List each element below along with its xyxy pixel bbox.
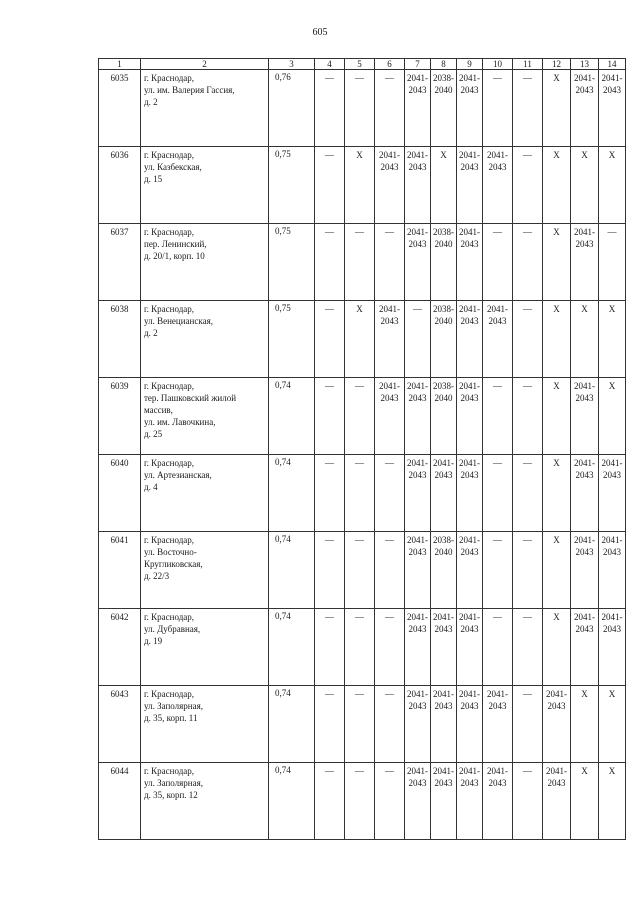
period-cell: — [513,763,543,840]
period-cell: X [345,301,375,378]
period-cell: — [345,70,375,147]
period-cell: — [483,70,513,147]
period-cell: X [599,378,626,455]
column-header: 6 [375,59,405,70]
row-number: 6044 [99,763,141,840]
address-line: тер. Пашковский жилой [144,393,237,403]
period-cell: 2041-2043 [599,532,626,609]
period-cell: X [543,378,571,455]
address-line: ул. Заполярная, [144,701,204,711]
period-cell: 2041-2043 [375,147,405,224]
column-header: 10 [483,59,513,70]
period-cell: — [345,609,375,686]
row-number: 6038 [99,301,141,378]
period-cell: X [599,147,626,224]
column-header: 4 [315,59,345,70]
period-cell: 2041-2043 [483,686,513,763]
period-cell: 2041-2043 [571,378,599,455]
column-header: 11 [513,59,543,70]
period-cell: X [345,147,375,224]
address-line: г. Краснодар, [144,458,195,468]
table-row [99,686,626,763]
period-cell: 2041-2043 [571,532,599,609]
address-cell [141,686,269,763]
period-cell: 2041-2043 [405,378,431,455]
address-line: ул. им. Валерия Гассия, [144,85,235,95]
period-cell: 2041-2043 [431,686,457,763]
period-cell: 2041-2043 [405,532,431,609]
period-cell: 2041-2043 [405,455,431,532]
period-cell: 2041-2043 [457,532,483,609]
coefficient-cell: 0,75 [269,301,315,378]
table-row [99,301,626,378]
register-table [98,58,626,840]
period-cell: 2041-2043 [457,609,483,686]
address-line: д. 2 [144,328,158,338]
period-cell: — [375,532,405,609]
period-cell: — [375,455,405,532]
table-row [99,532,626,609]
address-line: г. Краснодар, [144,227,195,237]
address-line: ул. Заполярная, [144,778,204,788]
period-cell: — [375,686,405,763]
column-header: 5 [345,59,375,70]
address-line: д. 25 [144,429,163,439]
period-cell: X [571,686,599,763]
table-row [99,70,626,147]
table-row [99,224,626,301]
period-cell: — [483,609,513,686]
period-cell: X [543,70,571,147]
period-cell: — [483,455,513,532]
period-cell: — [375,609,405,686]
period-cell: 2038-2040 [431,301,457,378]
page-number: 605 [312,27,328,38]
period-cell: — [315,686,345,763]
address-line: г. Краснодар, [144,381,195,391]
column-header: 7 [405,59,431,70]
address-line: ул. Дубравная, [144,624,201,634]
coefficient-cell: 0,74 [269,455,315,532]
period-cell: 2041-2043 [375,378,405,455]
column-header: 8 [431,59,457,70]
period-cell: X [599,686,626,763]
period-cell: 2041-2043 [375,301,405,378]
period-cell: 2038-2040 [431,378,457,455]
period-cell: — [375,224,405,301]
period-cell: 2041-2043 [457,763,483,840]
period-cell: 2041-2043 [457,686,483,763]
period-cell: — [513,455,543,532]
period-cell: X [543,455,571,532]
period-cell: 2041-2043 [457,147,483,224]
period-cell: 2041-2043 [571,455,599,532]
period-cell: 2041-2043 [599,455,626,532]
address-cell [141,70,269,147]
period-cell: — [513,532,543,609]
column-header: 14 [599,59,626,70]
address-line: г. Краснодар, [144,689,195,699]
address-line: г. Краснодар, [144,612,195,622]
period-cell: — [483,224,513,301]
period-cell: — [315,301,345,378]
period-cell: — [345,532,375,609]
period-cell: X [571,301,599,378]
address-cell [141,455,269,532]
period-cell: — [405,301,431,378]
period-cell: — [513,301,543,378]
period-cell: — [513,70,543,147]
address-line: г. Краснодар, [144,766,195,776]
address-line: д. 2 [144,97,158,107]
period-cell: 2041-2043 [431,455,457,532]
period-cell: 2041-2043 [405,763,431,840]
period-cell: 2041-2043 [543,763,571,840]
period-cell: X [571,147,599,224]
row-number: 6043 [99,686,141,763]
row-number: 6042 [99,609,141,686]
table-row [99,378,626,455]
period-cell: — [345,763,375,840]
address-line: ул. Восточно- [144,547,197,557]
address-cell [141,301,269,378]
period-cell: — [375,763,405,840]
period-cell: X [543,609,571,686]
period-cell: — [483,378,513,455]
period-cell: X [599,301,626,378]
address-line: г. Краснодар, [144,150,195,160]
address-line: г. Краснодар, [144,304,195,314]
period-cell: 2041-2043 [543,686,571,763]
address-line: ул. им. Лавочкина, [144,417,216,427]
period-cell: — [315,70,345,147]
column-header: 13 [571,59,599,70]
address-line: г. Краснодар, [144,73,195,83]
coefficient-cell: 0,74 [269,686,315,763]
period-cell: — [315,532,345,609]
period-cell: 2038-2040 [431,532,457,609]
table-row [99,455,626,532]
period-cell: — [315,609,345,686]
period-cell: 2041-2043 [405,224,431,301]
table-row [99,147,626,224]
address-line: ул. Артезианская, [144,470,212,480]
address-line: д. 4 [144,482,158,492]
address-line: пер. Ленинский, [144,239,207,249]
period-cell: 2041-2043 [405,686,431,763]
period-cell: 2041-2043 [483,301,513,378]
address-line: д. 35, корп. 11 [144,713,198,723]
coefficient-cell: 0,74 [269,609,315,686]
period-cell: 2041-2043 [599,609,626,686]
coefficient-cell: 0,74 [269,763,315,840]
period-cell: — [345,378,375,455]
coefficient-cell: 0,75 [269,147,315,224]
period-cell: 2041-2043 [571,609,599,686]
address-line: ул. Венецианская, [144,316,213,326]
address-line: массив, [144,405,173,415]
address-cell [141,224,269,301]
row-number: 6036 [99,147,141,224]
period-cell: 2041-2043 [405,147,431,224]
period-cell: X [571,763,599,840]
period-cell: — [315,224,345,301]
period-cell: — [345,686,375,763]
address-line: д. 19 [144,636,163,646]
coefficient-cell: 0,74 [269,532,315,609]
row-number: 6040 [99,455,141,532]
period-cell: X [431,147,457,224]
table-row [99,609,626,686]
address-line: д. 15 [144,174,163,184]
row-number: 6041 [99,532,141,609]
period-cell: 2041-2043 [405,609,431,686]
period-cell: 2041-2043 [457,455,483,532]
coefficient-cell: 0,74 [269,378,315,455]
period-cell: 2041-2043 [457,301,483,378]
address-cell [141,763,269,840]
address-line: д. 35, корп. 12 [144,790,198,800]
period-cell: 2041-2043 [599,70,626,147]
period-cell: 2041-2043 [571,70,599,147]
row-number: 6035 [99,70,141,147]
period-cell: — [345,224,375,301]
period-cell: — [375,70,405,147]
period-cell: — [315,378,345,455]
period-cell: — [513,224,543,301]
address-line: г. Краснодар, [144,535,195,545]
period-cell: X [543,532,571,609]
period-cell: — [599,224,626,301]
period-cell: — [315,763,345,840]
period-cell: 2041-2043 [431,609,457,686]
period-cell: X [543,224,571,301]
address-cell [141,609,269,686]
period-cell: 2041-2043 [483,763,513,840]
address-line: д. 20/1, корп. 10 [144,251,205,261]
column-header: 12 [543,59,571,70]
period-cell: 2041-2043 [571,224,599,301]
period-cell: 2041-2043 [431,763,457,840]
period-cell: 2041-2043 [457,378,483,455]
row-number: 6039 [99,378,141,455]
period-cell: — [513,147,543,224]
period-cell: — [513,686,543,763]
period-cell: — [483,532,513,609]
period-cell: 2041-2043 [457,224,483,301]
period-cell: X [543,147,571,224]
address-line: Кругликовская, [144,559,203,569]
period-cell: — [513,378,543,455]
period-cell: — [345,455,375,532]
column-header: 2 [141,59,269,70]
coefficient-cell: 0,76 [269,70,315,147]
column-header: 1 [99,59,141,70]
period-cell: 2041-2043 [457,70,483,147]
address-line: д. 22/3 [144,571,170,581]
period-cell: 2038-2040 [431,224,457,301]
column-header: 9 [457,59,483,70]
coefficient-cell: 0,75 [269,224,315,301]
period-cell: X [543,301,571,378]
header-row [99,59,626,70]
period-cell: X [599,763,626,840]
period-cell: 2041-2043 [405,70,431,147]
period-cell: — [315,147,345,224]
row-number: 6037 [99,224,141,301]
period-cell: 2038-2040 [431,70,457,147]
address-cell [141,532,269,609]
address-cell [141,378,269,455]
period-cell: — [315,455,345,532]
address-line: ул. Казбекская, [144,162,202,172]
address-cell [141,147,269,224]
period-cell: 2041-2043 [483,147,513,224]
period-cell: — [513,609,543,686]
column-header: 3 [269,59,315,70]
table-row [99,763,626,840]
